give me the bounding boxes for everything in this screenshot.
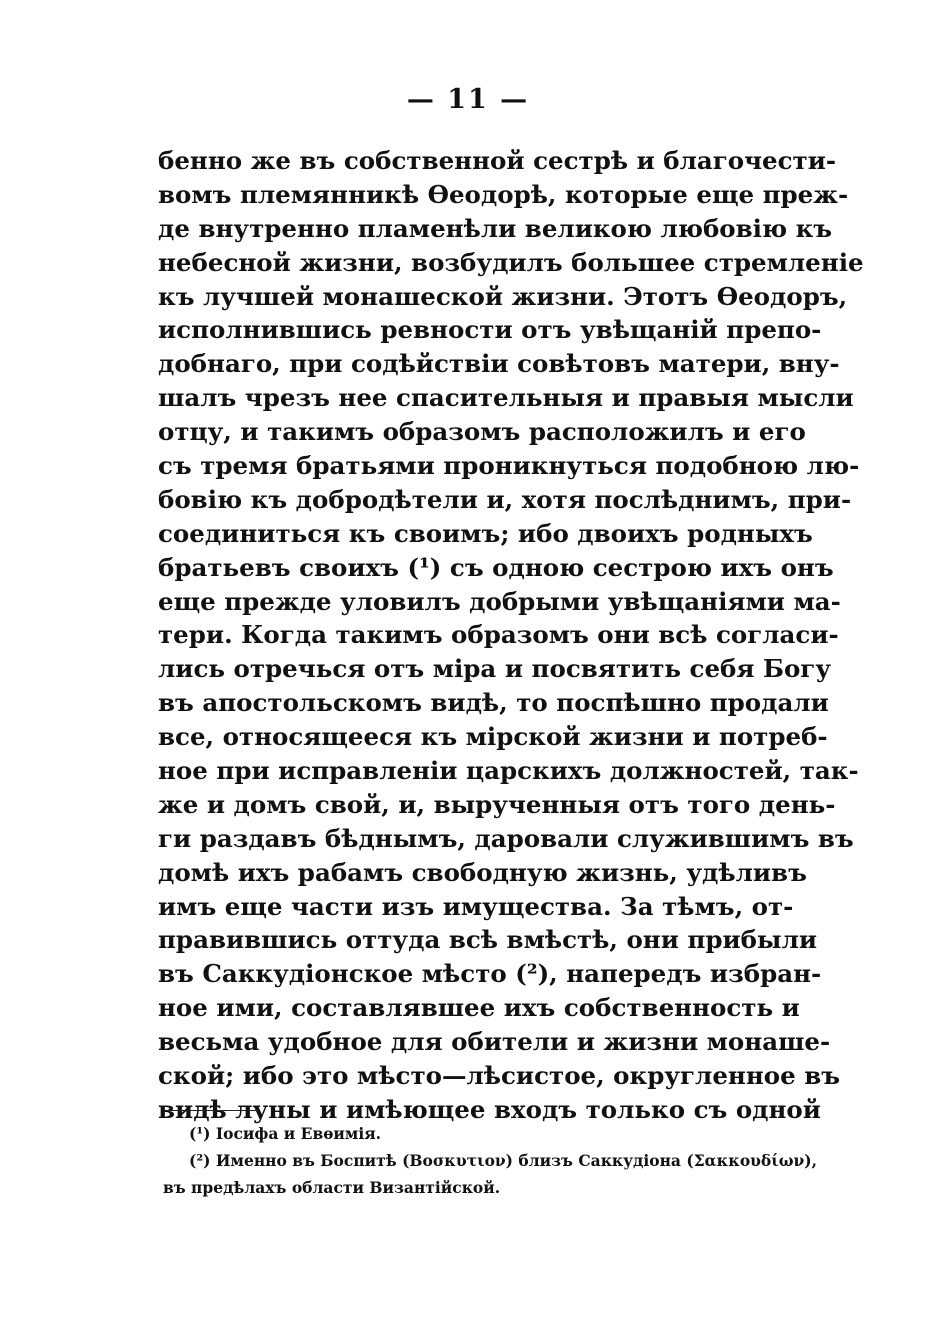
text-line: правившись оттуда всѣ вмѣстѣ, они прибыли <box>158 925 818 955</box>
text-line: ской; ибо это мѣсто—лѣсистое, округленное въ <box>158 1061 841 1091</box>
text-line: ное при исправленіи царскихъ должностей, так- <box>158 756 859 786</box>
text-line: ги раздавъ бѣднымъ, даровали служившимъ въ <box>158 823 854 853</box>
text-line: съ тремя братьями проникнуться подобною лю- <box>158 451 860 481</box>
text-line: добнаго, при содѣйствіи совѣтовъ матери, вну- <box>158 349 840 379</box>
text-line: братьевъ своихъ (¹) съ одною сестрою ихъ онъ <box>158 552 834 582</box>
text-line: ное ими, составлявшее ихъ собственность и <box>158 993 800 1023</box>
text-line: де внутренно пламенѣли великою любовію къ <box>158 213 833 243</box>
footnote-2-continuation: въ предѣлахъ области Византійской. <box>163 1178 501 1197</box>
text-line: имъ еще части изъ имущества. За тѣмъ, от- <box>158 891 794 921</box>
footnote-divider <box>163 1110 258 1111</box>
text-line: бовію къ добродѣтели и, хотя послѣднимъ, при- <box>158 484 852 514</box>
text-line: бенно же въ собственной сестрѣ и благочести- <box>158 146 837 175</box>
text-line: вомъ племянникѣ Ѳеодорѣ, которые еще преж- <box>158 179 849 209</box>
body-text <box>158 144 864 1127</box>
text-line: домѣ ихъ рабамъ свободную жизнь, удѣливъ <box>158 857 807 887</box>
text-line: въ апостольскомъ видѣ, то поспѣшно продали <box>158 688 829 718</box>
text-line: шалъ чрезъ нее спасительныя и правыя мысли <box>158 383 854 413</box>
text-line: все, относящееся къ мірской жизни и потреб- <box>158 722 828 752</box>
text-line: въ Саккудіонское мѣсто (²), напередъ избран- <box>158 959 822 989</box>
footnote-2: (²) Именно въ Боспитѣ (Βοσκυτιον) близъ Саккудіона (Σακκουδίων), <box>189 1151 817 1170</box>
text-line: еще прежде уловилъ добрыми увѣщаніями ма- <box>158 586 841 616</box>
page-number: — 11 — <box>406 84 530 115</box>
text-line: видѣ луны и имѣющее входъ только съ одной <box>158 1094 821 1124</box>
text-line: весьма удобное для обители и жизни монаше- <box>158 1027 831 1057</box>
text-line: къ лучшей монашеской жизни. Этотъ Ѳеодоръ, <box>158 281 848 311</box>
text-line: небесной жизни, возбудилъ большее стремленіе <box>158 247 864 277</box>
footnote-1: (¹) Іосифа и Евѳимія. <box>189 1124 382 1143</box>
text-line: соединиться къ своимъ; ибо двоихъ родныхъ <box>158 518 813 548</box>
footnotes <box>163 1120 817 1201</box>
text-line: отцу, и такимъ образомъ расположилъ и его <box>158 417 806 447</box>
text-line: лись отречься отъ міра и посвятить себя Богу <box>158 654 831 684</box>
text-line: тери. Когда такимъ образомъ они всѣ согласи- <box>158 620 839 650</box>
text-line: исполнившись ревности отъ увѣщаній препо- <box>158 315 822 345</box>
text-line: же и домъ свой, и, вырученныя отъ того день- <box>158 789 836 819</box>
